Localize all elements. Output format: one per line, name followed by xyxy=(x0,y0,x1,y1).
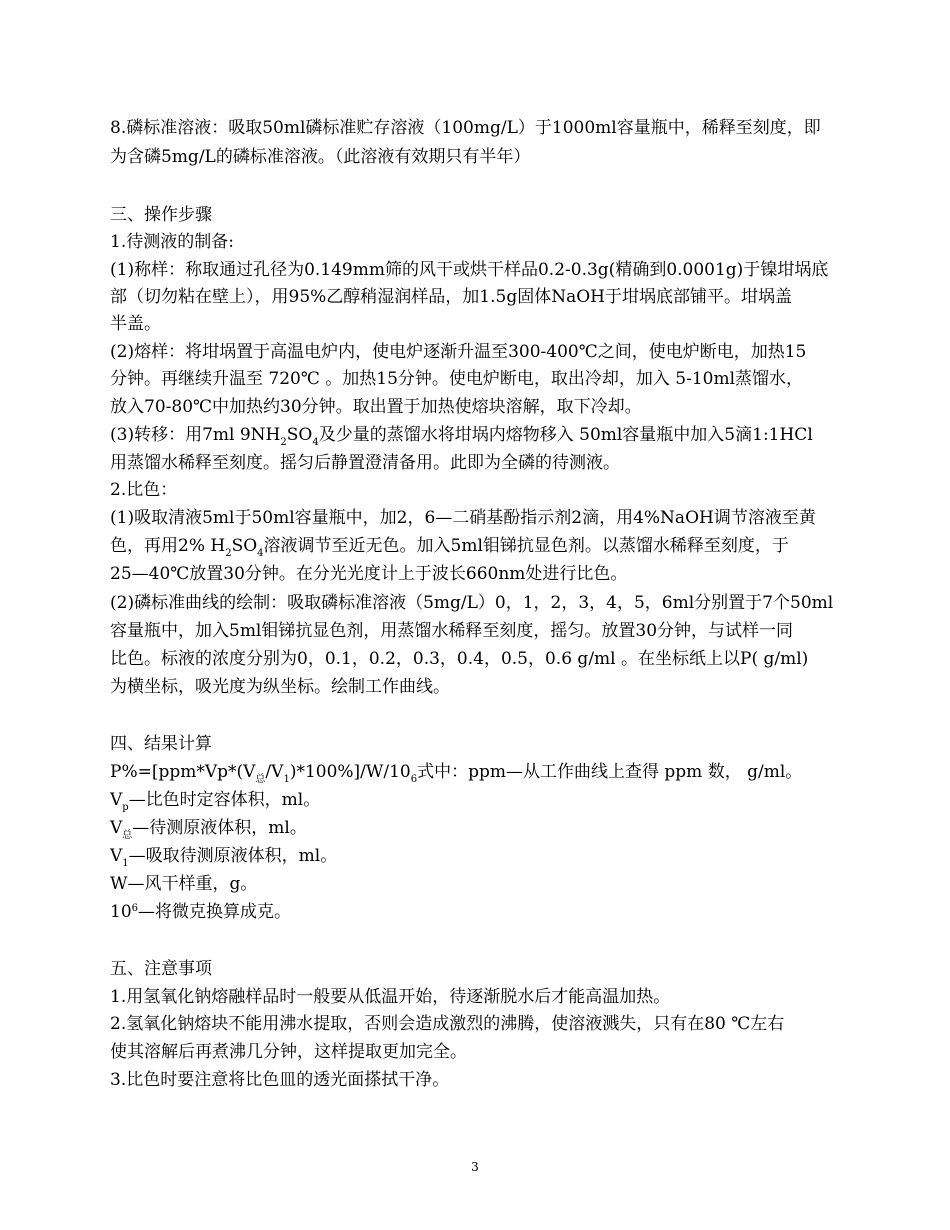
text-run: )*100%]/W/10 xyxy=(289,762,411,782)
text-line: 半盖。 xyxy=(110,314,161,334)
subscript: 1 xyxy=(283,774,290,785)
superscript: 6 xyxy=(131,903,139,914)
text-run: /V xyxy=(265,762,284,782)
page-number: 3 xyxy=(471,1160,479,1174)
text-line xyxy=(110,845,845,867)
subscript: 4 xyxy=(312,437,319,448)
text-line: 3.比色时要注意将比色皿的透光面搽拭干净。 xyxy=(110,1070,450,1090)
text-line xyxy=(110,901,845,923)
text-run: 色，再用2% H xyxy=(110,536,226,556)
text-run: SO xyxy=(286,425,313,445)
subscript: p xyxy=(122,802,129,813)
subscript: 2 xyxy=(225,548,232,559)
section-heading: 五、注意事项 xyxy=(110,959,212,979)
text-run: 式中：ppm—从工作曲线上查得 ppm 数， g/ml。 xyxy=(417,762,803,782)
text-run: 溶液调节至近无色。加入5ml钼锑抗显色剂。以蒸馏水稀释至刻度，于 xyxy=(263,536,789,556)
text-line xyxy=(110,817,845,839)
subscript: 1 xyxy=(122,858,129,869)
text-run: —待测原液体积，ml。 xyxy=(132,818,307,838)
text-line: W—风干样重，g。 xyxy=(110,874,258,894)
text-line xyxy=(110,535,845,557)
text-line: 放入70-80℃中加热约30分钟。取出置于加热使熔块溶解，取下冷却。 xyxy=(110,397,642,417)
text-line: 为横坐标，吸光度为纵坐标。绘制工作曲线。 xyxy=(110,677,450,697)
text-line: 使其溶解后再煮沸几分钟，这样提取更加完全。 xyxy=(110,1042,467,1062)
section-heading: 三、操作步骤 xyxy=(110,205,212,225)
subsection-heading: 1.待测液的制备: xyxy=(110,232,234,252)
text-line: (2)熔样：将坩埚置于高温电炉内，使电炉逐渐升温至300-400℃之间，使电炉断电，加热15 xyxy=(110,342,807,362)
text-run: V xyxy=(110,846,123,866)
subscript: 6 xyxy=(410,774,418,785)
text-line: (1)称样：称取通过孔径为0.149mm筛的风干或烘干样品0.2-0.3g(精确到0.0001g)于镍坩埚底 xyxy=(110,260,829,280)
text-run: —吸取待测原液体积，ml。 xyxy=(128,846,338,866)
text-line: 比色。标液的浓度分别为0，0.1，0.2，0.3，0.4，0.5，0.6 g/ml 。在坐标纸上以P( g/ml) xyxy=(110,649,809,669)
formula-line xyxy=(110,761,845,783)
text-line: 8.磷标准溶液：吸取50ml磷标准贮存溶液（100mg/L）于1000ml容量瓶中，稀释至刻度，即 xyxy=(110,118,821,138)
subscript: 4 xyxy=(257,548,264,559)
text-run: 及少量的蒸馏水将坩埚内熔物移入 50ml容量瓶中加入5滴1:1HCl xyxy=(318,425,813,445)
text-line: 1.用氢氧化钠熔融样品时一般要从低温开始，待逐渐脱水后才能高温加热。 xyxy=(110,987,671,1007)
text-line: 25—40℃放置30分钟。在分光光度计上于波长660nm处进行比色。 xyxy=(110,564,628,584)
text-run: (3)转移：用7ml 9NH xyxy=(110,425,281,445)
text-line: 部（切勿粘在壁上），用95%乙醇稍湿润样品，加1.5g固体NaOH于坩埚底部铺平。坩埚盖 xyxy=(110,287,792,307)
subscript: 总 xyxy=(255,774,266,785)
text-run: SO xyxy=(231,536,258,556)
subsection-heading: 2.比色： xyxy=(110,480,178,500)
text-run: 10 xyxy=(110,902,132,922)
text-run: —比色时定容体积，ml。 xyxy=(128,790,321,810)
text-line: 为含磷5mg/L的磷标准溶液。（此溶液有效期只有半年） xyxy=(110,147,531,167)
text-line xyxy=(110,424,845,446)
text-line: (2)磷标准曲线的绘制：吸取磷标准溶液（5mg/L）0，1，2，3，4，5，6ml分别置于7个50ml xyxy=(110,593,834,613)
text-line: 容量瓶中，加入5ml钼锑抗显色剂，用蒸馏水稀释至刻度，摇匀。放置30分钟，与试样一同 xyxy=(110,621,794,641)
text-line: 分钟。再继续升温至 720℃ 。加热15分钟。使电炉断电，取出冷却，加入 5-10ml蒸馏水， xyxy=(110,369,804,389)
section-heading: 四、结果计算 xyxy=(110,734,212,754)
subscript: 2 xyxy=(280,437,287,448)
text-line: 用蒸馏水稀释至刻度。摇匀后静置澄清备用。此即为全磷的待测液。 xyxy=(110,453,620,473)
subscript: 总 xyxy=(122,830,133,841)
text-line xyxy=(110,789,845,811)
text-run: P%=[ppm*Vp*(V xyxy=(110,762,256,782)
text-line: 2.氢氧化钠熔块不能用沸水提取，否则会造成激烈的沸腾，使溶液溅失，只有在80 ℃左右 xyxy=(110,1014,785,1034)
text-run: —将微克换算成克。 xyxy=(138,902,292,922)
text-line: (1)吸取清液5ml于50ml容量瓶中，加2，6—二硝基酚指示剂2滴，用4%NaOH调节溶液至黄 xyxy=(110,508,816,528)
text-run: V xyxy=(110,790,123,810)
text-run: V xyxy=(110,818,123,838)
